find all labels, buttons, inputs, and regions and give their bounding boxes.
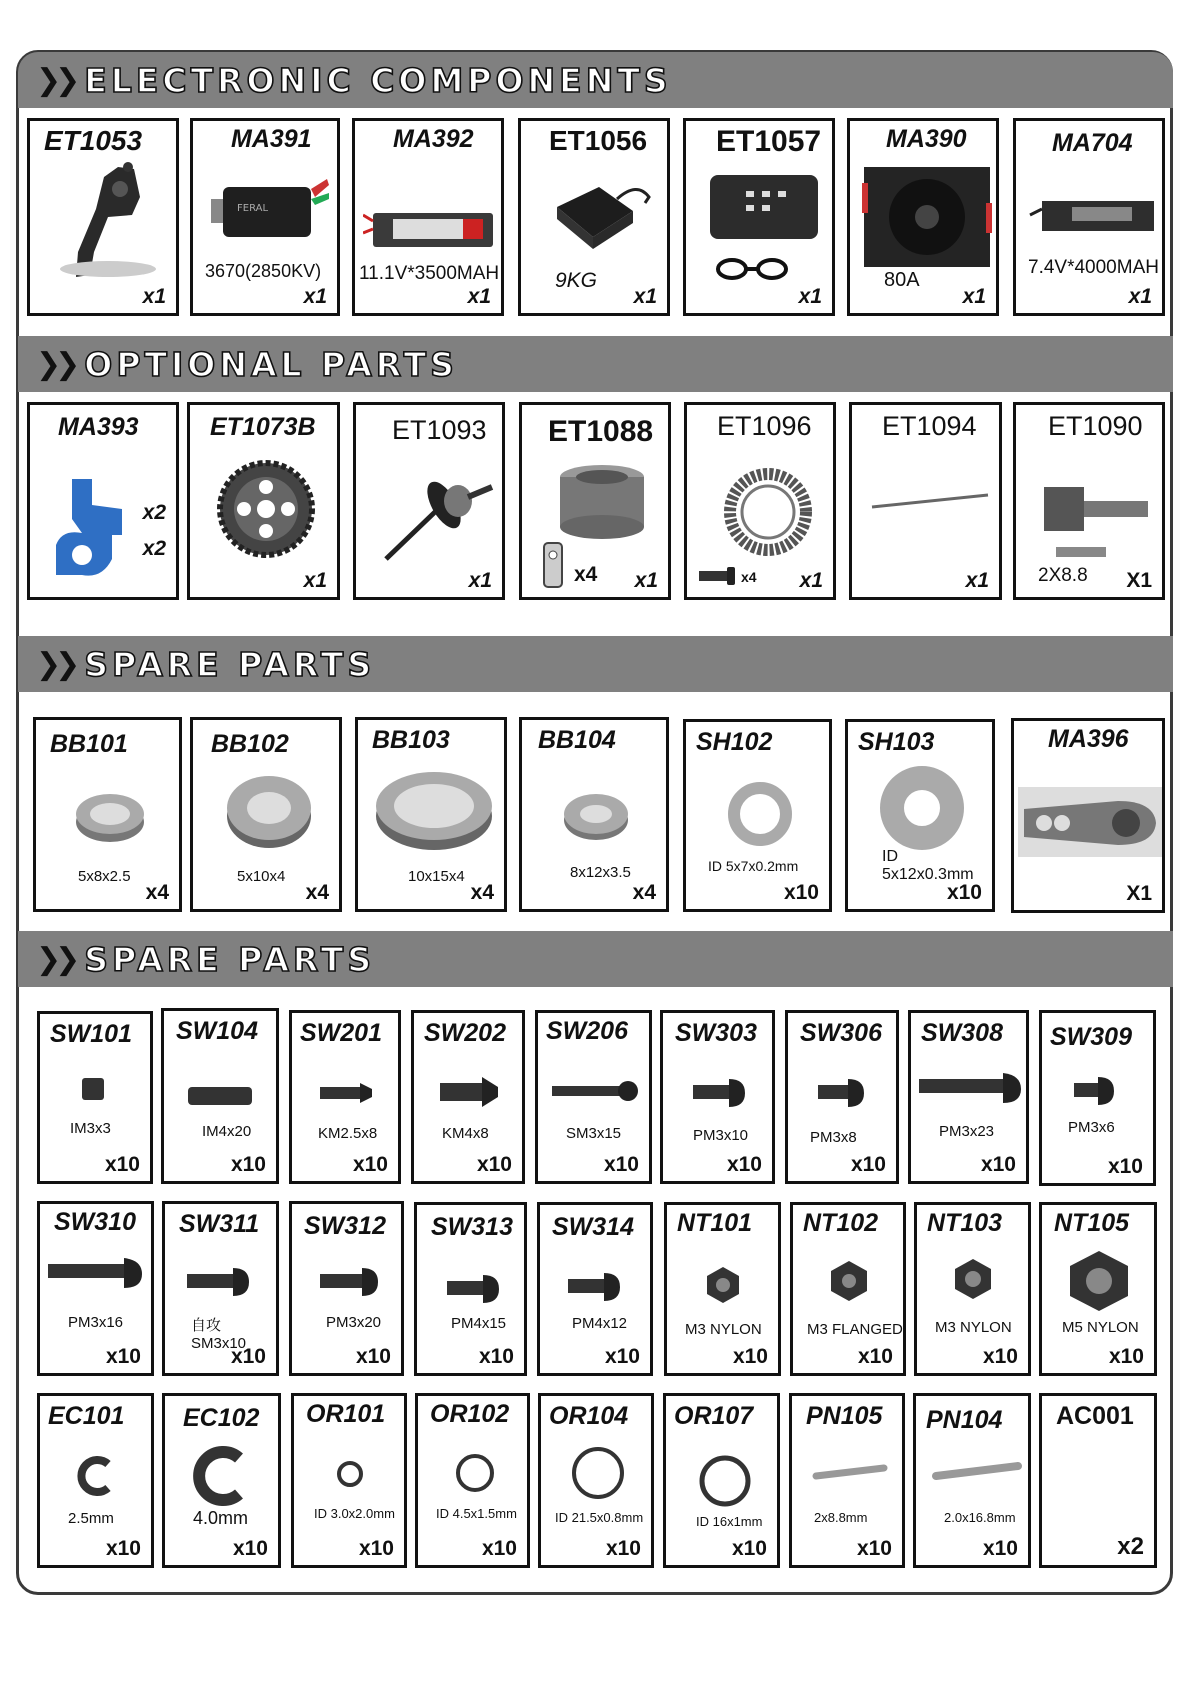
transmitter-icon [48,157,166,287]
part-sub-qty: x4 [741,569,757,585]
part-qty: x10 [355,1345,391,1368]
section-header-spare-1 [18,636,1173,692]
part-spec: 9KG [555,269,598,292]
bearing-icon [370,764,498,856]
part-qty: x1 [303,569,327,592]
part-spec: 80A [884,269,920,291]
part-card-bb101 [33,717,182,912]
diff-case-icon [554,461,654,551]
part-code: ET1053 [44,125,143,156]
part-code: MA396 [1048,725,1129,753]
part-spec: SM3x15 [566,1125,622,1142]
part-card-ma704 [1013,118,1165,316]
part-spec: ID 16x1mm [696,1514,763,1529]
part-qty: x10 [604,1345,640,1368]
part-code: EC101 [48,1402,125,1430]
nut-icon [951,1257,995,1301]
part-qty: x1 [633,285,657,308]
part-code: SW311 [179,1210,260,1238]
part-qty: x10 [1108,1345,1144,1368]
esc-icon [860,163,994,271]
part-code: BB103 [372,726,450,754]
part-card-sw308 [908,1010,1029,1184]
shaft-icon [868,489,992,513]
part-qty: x10 [857,1345,893,1368]
chevron-icon: ❯❯ [36,646,75,682]
part-qty: x10 [1107,1155,1143,1178]
set-screw-icon [184,1081,264,1111]
part-spec: 2.0x16.8mm [944,1510,1016,1525]
part-spec: PM3x6 [1068,1119,1115,1136]
section-header-optional [18,336,1173,392]
part-card-or107 [663,1393,780,1568]
part-code: SW201 [300,1019,382,1047]
part-qty: X1 [1126,569,1152,592]
part-code: ET1073B [210,413,316,441]
part-code: SW206 [546,1017,628,1045]
part-card-bb102 [190,717,342,912]
section-title: ELECTRONIC COMPONENTS [84,60,672,100]
part-spec: 3670(2850KV) [205,261,322,281]
part-card-et1053 [27,118,179,316]
battery-icon [363,201,499,261]
part-qty: x10 [605,1537,641,1560]
bearing-icon [558,790,634,844]
part-code: SW306 [800,1019,882,1047]
screw-icon [46,1254,146,1294]
part-card-nt102 [790,1202,906,1376]
part-code: SW308 [921,1019,1003,1047]
screw-icon [185,1264,255,1300]
part-card-ma391 [190,118,340,316]
part-qty: x1 [142,285,166,308]
part-qty: x10 [358,1537,394,1560]
part-card-sw309 [1039,1010,1156,1186]
part-code: MA704 [1052,129,1133,157]
chevron-icon: ❯❯ [36,62,75,98]
part-qty: x4 [305,881,329,904]
part-code: EC102 [183,1404,260,1432]
nut-icon [703,1265,743,1305]
part-card-et1094 [849,402,1002,600]
part-qty: x4 [632,881,656,904]
part-qty: x10 [105,1537,141,1560]
part-code: MA393 [58,413,139,441]
part-card-et1093 [353,402,505,600]
section-title: SPARE PARTS [84,939,376,979]
e-clip-icon [74,1454,118,1498]
part-card-sw303 [660,1010,775,1184]
part-card-nt103 [914,1202,1031,1376]
part-qty: x10 [476,1153,512,1176]
part-qty: x10 [783,881,819,904]
part-spec: IM3x3 [70,1120,111,1137]
shim-icon [880,766,964,850]
part-spec: 11.1V*3500MAH [359,263,500,284]
part-qty-secondary: x2 [142,537,166,560]
part-spec: 5x10x4 [237,868,286,885]
part-qty: x1 [965,569,989,592]
part-spec: 2.5mm [68,1510,114,1527]
part-spec: 7.4V*4000MAH [1028,257,1159,278]
part-spec: 4.0mm [193,1508,249,1528]
shim-icon [728,782,792,846]
part-spec: PM3x16 [68,1314,124,1331]
screw-icon [566,1269,626,1305]
svg-text:FERAL: FERAL [237,203,269,214]
bearing-icon [70,786,150,846]
part-code: PN105 [806,1402,883,1430]
battery-icon [1028,191,1158,241]
screw-icon [816,1075,872,1111]
part-card-sw313 [414,1202,527,1376]
part-code: NT102 [803,1209,879,1237]
screw-icon [917,1069,1025,1109]
part-qty: x10 [982,1345,1018,1368]
part-qty: x1 [799,569,823,592]
part-code: MA390 [886,125,967,153]
part-qty: x10 [731,1537,767,1560]
part-qty: x10 [230,1345,266,1368]
part-card-sw314 [537,1202,653,1376]
part-qty: x1 [634,569,658,592]
o-ring-icon [334,1458,366,1490]
part-card-et1090 [1013,402,1165,600]
part-qty: x10 [230,1153,266,1176]
part-qty: x10 [856,1537,892,1560]
part-qty: x10 [946,881,982,904]
screw-icon [697,565,741,589]
part-spec: M3 NYLON [935,1319,1012,1336]
set-screw-icon [74,1074,114,1104]
part-code: NT101 [677,1209,753,1237]
part-spec: PM4x12 [572,1315,628,1332]
e-clip-icon [189,1444,253,1508]
part-spec: 2X8.8 [1038,565,1088,586]
part-qty: x10 [726,1153,762,1176]
part-spec: IM4x20 [202,1123,252,1140]
pin-icon [930,1458,1024,1484]
part-spec: ID 5x7x0.2mm [708,858,799,874]
part-card-or102 [415,1393,530,1568]
motor-icon [207,179,331,249]
part-qty: x10 [232,1537,268,1560]
screw-icon [318,1264,382,1300]
part-code: SW202 [424,1019,506,1047]
part-card-nt105 [1039,1202,1157,1376]
part-code: OR107 [674,1402,754,1430]
part-spec: M3 FLANGED [807,1321,903,1338]
part-card-sw206 [535,1010,652,1184]
part-code: OR104 [549,1402,629,1430]
part-code: SH102 [696,728,773,756]
part-card-or101 [291,1393,407,1568]
bearing-icon [221,770,317,854]
spur-gear-icon [216,459,316,559]
part-qty: x10 [478,1345,514,1368]
nut-icon [827,1259,871,1303]
part-code: MA392 [393,125,474,153]
part-qty: x2 [1117,1533,1144,1560]
part-qty: x10 [850,1153,886,1176]
part-card-sw101 [37,1011,153,1184]
part-qty: x1 [962,285,986,308]
part-spec: PM3x23 [939,1123,995,1140]
part-code: ET1096 [717,411,812,441]
part-qty: x10 [603,1153,639,1176]
part-qty: x10 [980,1153,1016,1176]
part-card-sw202 [411,1010,525,1184]
part-qty: x1 [468,569,492,592]
part-qty: x10 [104,1153,140,1176]
part-card-pn104 [913,1393,1031,1568]
part-card-or104 [538,1393,654,1568]
servo-icon [537,181,657,261]
part-spec: ID 3.0x2.0mm [314,1506,395,1521]
nut-icon [1064,1249,1134,1313]
part-code: AC001 [1056,1402,1134,1430]
part-spec: PM3x20 [326,1314,382,1331]
part-code: OR102 [430,1400,510,1428]
part-spec: 5x8x2.5 [78,868,131,885]
section-header-electronic [18,52,1173,108]
part-code: MA391 [231,125,312,153]
part-code: BB101 [50,730,128,758]
part-code: ET1094 [882,411,977,441]
part-code: SW104 [176,1017,258,1045]
charger-icon [702,171,826,291]
bracket-icon [540,539,568,593]
part-code: PN104 [926,1406,1003,1434]
screw-icon [1072,1073,1122,1109]
part-card-ac001 [1039,1393,1157,1568]
part-code: SW312 [304,1212,386,1240]
part-card-nt101 [664,1202,781,1376]
screw-icon [316,1079,376,1109]
part-card-ma392 [352,118,504,316]
o-ring-icon [452,1450,498,1496]
part-card-et1088 [519,402,671,600]
part-card-sw310 [37,1201,154,1376]
part-card-pn105 [789,1393,905,1568]
section-title: SPARE PARTS [84,644,376,684]
part-card-et1057 [683,118,835,316]
part-spec: 10x15x4 [408,868,465,885]
part-card-et1056 [518,118,670,316]
servo-saver-icon [1018,787,1162,857]
screw-icon [445,1271,505,1307]
pin-icon [810,1460,890,1484]
chevron-icon: ❯❯ [36,346,75,382]
part-card-ma390 [847,118,999,316]
part-code: BB104 [538,726,616,754]
part-card-sh102 [683,719,832,912]
part-card-ma393 [27,402,179,600]
part-card-et1073b [187,402,340,600]
screw-icon [436,1075,506,1111]
part-card-ma396 [1011,718,1165,913]
part-code: ET1057 [716,125,822,158]
center-diff-icon [376,471,496,571]
part-code: ET1088 [548,415,654,448]
part-spec: PM3x8 [810,1129,857,1146]
part-qty: X1 [1126,882,1152,905]
screw-icon [548,1077,644,1107]
part-spec: 2x8.8mm [814,1510,868,1525]
part-code: SW101 [50,1020,132,1048]
part-qty: x1 [303,285,327,308]
part-code: SW310 [54,1208,136,1236]
part-code: SW303 [675,1019,757,1047]
part-code: ET1090 [1048,411,1143,441]
steering-block-icon [42,475,138,585]
part-qty: x4 [145,881,169,904]
part-qty: x10 [481,1537,517,1560]
part-card-sw104 [161,1008,279,1184]
part-qty: x10 [982,1537,1018,1560]
part-spec: M5 NYLON [1062,1319,1139,1336]
part-spec: PM3x10 [693,1127,749,1144]
ring-gear-icon [723,467,813,557]
part-spec: M3 NYLON [685,1321,762,1338]
part-qty: x10 [352,1153,388,1176]
screw-icon [691,1075,751,1111]
part-card-bb103 [355,717,507,912]
part-qty: x4 [470,881,494,904]
part-code: OR101 [306,1400,386,1428]
part-qty: x1 [467,285,491,308]
part-code: ET1093 [392,415,487,445]
part-qty: x1 [798,285,822,308]
part-card-sw312 [289,1201,404,1376]
part-code: NT105 [1054,1209,1130,1237]
o-ring-icon [569,1444,627,1502]
part-spec: KM2.5x8 [318,1125,378,1142]
outdrive-icon [1036,483,1156,563]
part-spec: ID 21.5x0.8mm [555,1510,644,1525]
part-card-ec101 [37,1393,154,1568]
section-title: OPTIONAL PARTS [84,344,458,384]
chevron-icon: ❯❯ [36,941,75,977]
part-card-ec102 [162,1393,281,1568]
part-sub-qty: x4 [574,563,598,586]
section-header-spare-2 [18,931,1173,987]
part-code: SW314 [552,1213,634,1241]
part-card-sw311 [162,1201,279,1376]
part-qty: x10 [732,1345,768,1368]
part-code: BB102 [211,730,289,758]
part-qty: x2 [142,501,166,524]
part-code: SH103 [858,728,935,756]
part-spec: ID 4.5x1.5mm [436,1506,517,1521]
part-card-sw201 [289,1010,401,1184]
part-spec: 自攻SM3x10 [191,1317,247,1352]
part-qty: x10 [105,1345,141,1368]
part-code: ET1056 [549,125,648,156]
part-code: NT103 [927,1209,1003,1237]
part-qty: x1 [1128,285,1152,308]
part-code: SW309 [1050,1023,1132,1051]
part-spec: ID 5x12x0.3mm [882,848,974,883]
part-spec: PM4x15 [451,1315,507,1332]
part-spec: 8x12x3.5 [570,864,631,881]
o-ring-icon [696,1452,754,1510]
part-spec: KM4x8 [442,1125,489,1142]
part-card-et1096 [684,402,836,600]
part-card-sh103 [845,719,995,912]
part-card-sw306 [785,1010,899,1184]
part-card-bb104 [519,717,669,912]
part-code: SW313 [431,1213,513,1241]
